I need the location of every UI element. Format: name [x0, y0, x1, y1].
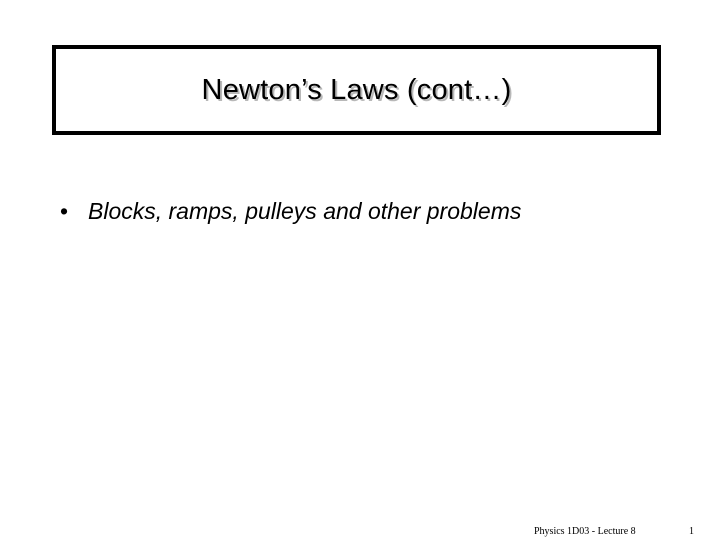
bullet-text: Blocks, ramps, pulleys and other problems — [88, 198, 522, 224]
title-box — [52, 45, 661, 135]
slide-footer: Physics 1D03 - Lecture 8 — [534, 526, 636, 537]
bullet-item — [60, 198, 521, 225]
page-number: 1 — [689, 526, 694, 537]
slide-title: Newton’s Laws (cont…) — [201, 73, 512, 106]
bullet-marker: • — [60, 198, 69, 224]
